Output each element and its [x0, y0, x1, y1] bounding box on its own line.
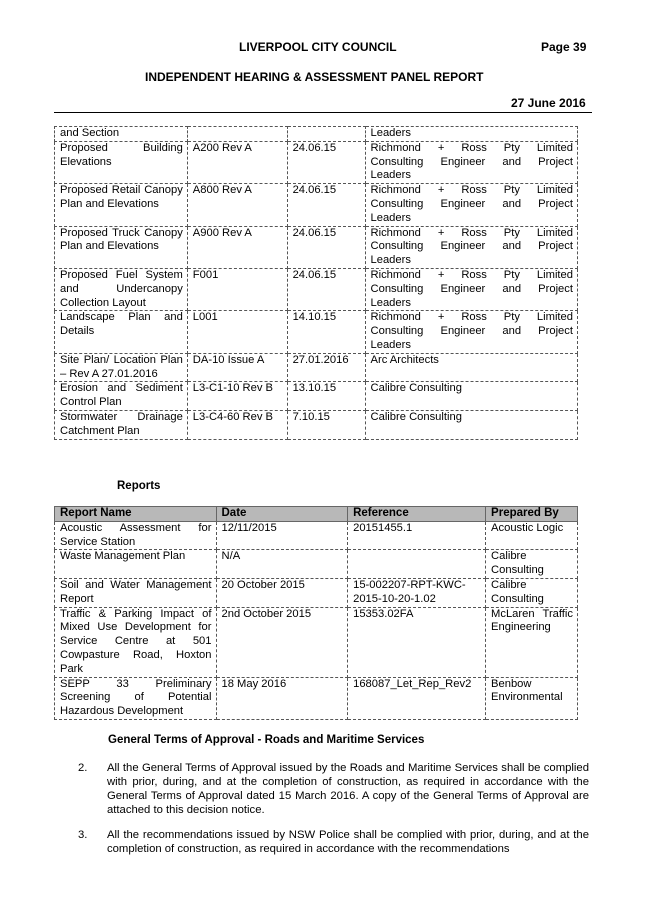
plans-table: [54, 126, 578, 440]
plans-cell: 24.06.15: [287, 184, 365, 226]
term-number: 2.: [78, 762, 88, 774]
reports-cell: Waste Management Plan: [55, 550, 217, 579]
reports-row: [55, 578, 578, 607]
plans-cell: Richmond + Ross Pty Limited Consulting Engineer and Project Leaders: [365, 226, 577, 268]
plans-cell: Richmond + Ross Pty Limited Consulting Engineer and Project Leaders: [365, 311, 577, 353]
plans-cell: Arc Architects: [365, 353, 577, 382]
plans-cell: Stormwater Drainage Catchment Plan: [55, 410, 188, 439]
plans-cell: Calibre Consulting: [365, 382, 577, 411]
reports-cell: [348, 550, 486, 579]
plans-cell: Proposed Building Elevations: [55, 141, 188, 183]
reports-cell: 15-002207-RPT-KWC-2015-10-20-1.02: [348, 578, 486, 607]
plans-cell: Calibre Consulting: [365, 410, 577, 439]
reports-row: [55, 550, 578, 579]
reports-column-header: Reference: [348, 507, 486, 522]
report-title: INDEPENDENT HEARING & ASSESSMENT PANEL REPORT: [145, 70, 484, 84]
plans-cell: A900 Rev A: [187, 226, 287, 268]
plans-cell: Proposed Truck Canopy Plan and Elevations: [55, 226, 188, 268]
report-date: 27 June 2016: [511, 96, 586, 110]
reports-cell: Benbow Environmental: [486, 677, 578, 719]
plans-cell: Richmond + Ross Pty Limited Consulting Engineer and Project Leaders: [365, 268, 577, 310]
reports-cell: McLaren Traffic Engineering: [486, 607, 578, 677]
plans-cell: 13.10.15: [287, 382, 365, 411]
plans-cell: 24.06.15: [287, 268, 365, 310]
reports-row: [55, 521, 578, 550]
reports-cell: 2nd October 2015: [216, 607, 348, 677]
plans-cell: L3-C4-60 Rev B: [187, 410, 287, 439]
reports-cell: Calibre Consulting: [486, 550, 578, 579]
page-number: Page 39: [541, 40, 587, 54]
plans-cell: and Section: [55, 127, 188, 142]
plans-row: [55, 184, 578, 226]
plans-cell: L001: [187, 311, 287, 353]
plans-cell: Leaders: [365, 127, 577, 142]
plans-row: [55, 311, 578, 353]
plans-cell: [187, 127, 287, 142]
reports-row: [55, 607, 578, 677]
reports-cell: Acoustic Assessment for Service Station: [55, 521, 217, 550]
plans-cell: L3-C1-10 Rev B: [187, 382, 287, 411]
plans-cell: Erosion and Sediment Control Plan: [55, 382, 188, 411]
plans-cell: Richmond + Ross Pty Limited Consulting Engineer and Project Leaders: [365, 184, 577, 226]
reports-row: [55, 677, 578, 719]
plans-row: [55, 226, 578, 268]
plans-row: [55, 268, 578, 310]
header-rule: [54, 112, 592, 113]
reports-cell: Calibre Consulting: [486, 578, 578, 607]
reports-cell: Soil and Water Management Report: [55, 578, 217, 607]
reports-heading: Reports: [117, 480, 161, 492]
plans-row: [55, 353, 578, 382]
reports-cell: 20 October 2015: [216, 578, 348, 607]
terms-heading: General Terms of Approval - Roads and Maritime Services: [108, 734, 425, 746]
plans-cell: Proposed Retail Canopy Plan and Elevations: [55, 184, 188, 226]
plans-row: [55, 410, 578, 439]
plans-cell: DA-10 Issue A: [187, 353, 287, 382]
council-name: LIVERPOOL CITY COUNCIL: [239, 40, 397, 54]
plans-cell: 27.01.2016: [287, 353, 365, 382]
plans-cell: 24.06.15: [287, 141, 365, 183]
plans-cell: Proposed Fuel System and Undercanopy Collection Layout: [55, 268, 188, 310]
plans-cell: Site Plan/ Location Plan – Rev A 27.01.2016: [55, 353, 188, 382]
reports-column-header: Report Name: [55, 507, 217, 522]
plans-row: [55, 141, 578, 183]
reports-cell: 18 May 2016: [216, 677, 348, 719]
plans-cell: [287, 127, 365, 142]
reports-cell: Acoustic Logic: [486, 521, 578, 550]
plans-row: [55, 382, 578, 411]
plans-cell: Richmond + Ross Pty Limited Consulting Engineer and Project Leaders: [365, 141, 577, 183]
reports-cell: Traffic & Parking Impact of Mixed Use Development for Service Centre at 501 Cowpasture Road, Hoxton Park: [55, 607, 217, 677]
plans-cell: A800 Rev A: [187, 184, 287, 226]
reports-table: [54, 506, 578, 720]
plans-cell: Landscape Plan and Details: [55, 311, 188, 353]
plans-cell: 14.10.15: [287, 311, 365, 353]
plans-row: [55, 127, 578, 142]
reports-cell: 20151455.1: [348, 521, 486, 550]
plans-cell: 7.10.15: [287, 410, 365, 439]
term-text: All the recommendations issued by NSW Police shall be complied with prior, during, and at the completion of construction, as required in accordance with the recommendations: [107, 829, 589, 855]
plans-cell: F001: [187, 268, 287, 310]
reports-cell: SEPP 33 Preliminary Screening of Potential Hazardous Development: [55, 677, 217, 719]
reports-column-header: Prepared By: [486, 507, 578, 522]
term-text: All the General Terms of Approval issued by the Roads and Maritime Services shall be complied with prior, during, and at the completion of construction, as required in accordance with the General Terms of Approval dated 15 March 2016. A copy of the General Terms of Approval are attached to this decision notice.: [107, 762, 589, 816]
reports-cell: 12/11/2015: [216, 521, 348, 550]
plans-cell: 24.06.15: [287, 226, 365, 268]
reports-cell: N/A: [216, 550, 348, 579]
reports-cell: 15353.02FA: [348, 607, 486, 677]
reports-column-header: Date: [216, 507, 348, 522]
reports-cell: 168087_Let_Rep_Rev2: [348, 677, 486, 719]
term-number: 3.: [78, 829, 88, 841]
plans-cell: A200 Rev A: [187, 141, 287, 183]
